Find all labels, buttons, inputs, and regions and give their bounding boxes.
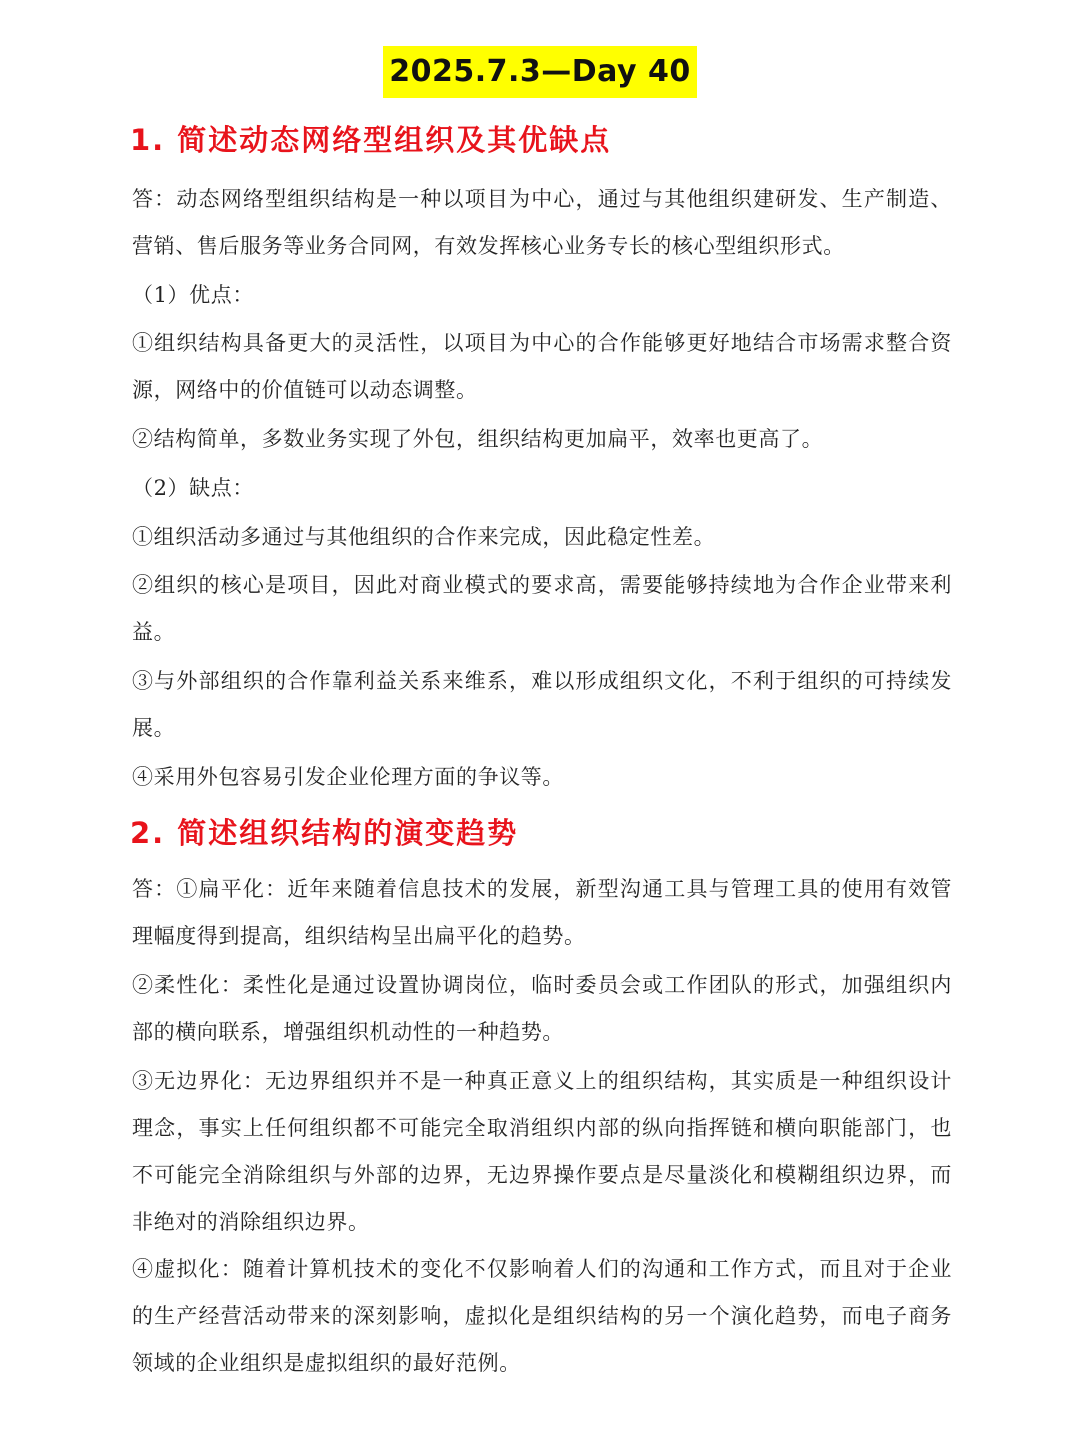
cons-item: ④采用外包容易引发企业伦理方面的争议等。	[132, 765, 564, 789]
cons-item: ③与外部组织的合作靠利益关系来维系，难以形成组织文化，不利于组织的可持续发展。	[132, 669, 952, 740]
section1-heading: 1. 简述动态网络型组织及其优缺点	[130, 123, 612, 157]
cons-item: ①组织活动多通过与其他组织的合作来完成，因此稳定性差。	[132, 525, 716, 549]
pros-item: ①组织结构具备更大的灵活性，以项目为中心的合作能够更好地结合市场需求整合资源，网络中的价值链可以动态调整。	[132, 331, 952, 402]
section2-heading: 2. 简述组织结构的演变趋势	[130, 816, 519, 850]
cons-item: ②组织的核心是项目，因此对商业模式的要求高，需要能够持续地为合作企业带来利益。	[132, 573, 952, 644]
pros-item: ②结构简单，多数业务实现了外包，组织结构更加扁平，效率也更高了。	[132, 427, 824, 451]
trend-item: ②柔性化：柔性化是通过设置协调岗位，临时委员会或工作团队的形式，加强组织内部的横向联系，增强组织机动性的一种趋势。	[132, 973, 952, 1044]
trend-item: ③无边界化：无边界组织并不是一种真正意义上的组织结构，其实质是一种组织设计理念，事实上任何组织都不可能完全取消组织内部的纵向指挥链和横向职能部门，也不可能完全消除组织与外部的边界，无边界操作要点是尽量淡化和模糊组织边界，而非绝对的消除组织边界。	[132, 1069, 952, 1234]
page-title: 2025.7.3—Day 40	[383, 46, 697, 98]
cons-label: （2）缺点：	[132, 476, 254, 500]
section1-intro: 答：动态网络型组织结构是一种以项目为中心，通过与其他组织建研发、生产制造、营销、售后服务等业务合同网，有效发挥核心业务专长的核心型组织形式。	[132, 187, 952, 258]
pros-label: （1）优点：	[132, 283, 254, 307]
trend-item: 答：①扁平化：近年来随着信息技术的发展，新型沟通工具与管理工具的使用有效管理幅度得到提高，组织结构呈出扁平化的趋势。	[132, 877, 952, 948]
title-banner	[0, 46, 1080, 98]
trend-item: ④虚拟化：随着计算机技术的变化不仅影响着人们的沟通和工作方式，而且对于企业的生产经营活动带来的深刻影响，虚拟化是组织结构的另一个演化趋势，而电子商务领域的企业组织是虚拟组织的最好范例。	[132, 1257, 952, 1375]
